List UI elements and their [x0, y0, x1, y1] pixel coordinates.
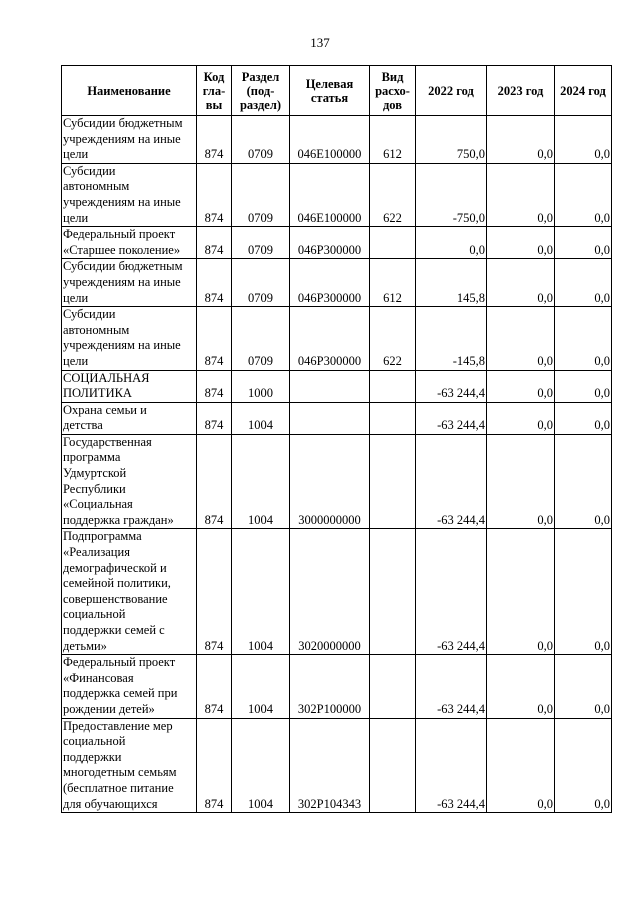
table-row — [62, 116, 612, 164]
row-code: 874 — [197, 259, 232, 307]
row-name: СОЦИАЛЬНАЯ ПОЛИТИКА — [62, 370, 197, 402]
row-name: Субсидии бюджетным учреждениям на иные цели — [62, 116, 197, 164]
row-code: 874 — [197, 529, 232, 655]
row-2022: -63 244,4 — [416, 402, 487, 434]
row-type: 612 — [370, 116, 416, 164]
row-section: 0709 — [232, 163, 290, 226]
row-2022: -63 244,4 — [416, 655, 487, 718]
row-target: 3020000000 — [290, 529, 370, 655]
row-type — [370, 227, 416, 259]
row-2023: 0,0 — [487, 529, 555, 655]
row-target — [290, 370, 370, 402]
row-code: 874 — [197, 163, 232, 226]
column-header-2023: 2023 год — [487, 66, 555, 116]
row-type — [370, 434, 416, 529]
row-2024: 0,0 — [555, 163, 612, 226]
row-2024: 0,0 — [555, 307, 612, 370]
row-2022: -63 244,4 — [416, 370, 487, 402]
table-row — [62, 718, 612, 813]
row-target: 3000000000 — [290, 434, 370, 529]
table-row — [62, 370, 612, 402]
row-2022: -63 244,4 — [416, 434, 487, 529]
table-row — [62, 227, 612, 259]
row-2024: 0,0 — [555, 116, 612, 164]
row-code: 874 — [197, 402, 232, 434]
row-2023: 0,0 — [487, 718, 555, 813]
row-2024: 0,0 — [555, 655, 612, 718]
row-2022: 145,8 — [416, 259, 487, 307]
row-type: 612 — [370, 259, 416, 307]
row-code: 874 — [197, 655, 232, 718]
row-name: Субсидии бюджетным учреждениям на иные цели — [62, 259, 197, 307]
row-2023: 0,0 — [487, 370, 555, 402]
row-section: 1000 — [232, 370, 290, 402]
row-type — [370, 529, 416, 655]
column-header-section: Раздел (под- раздел) — [232, 66, 290, 116]
column-header-2022: 2022 год — [416, 66, 487, 116]
row-2023: 0,0 — [487, 655, 555, 718]
row-target — [290, 402, 370, 434]
row-2024: 0,0 — [555, 402, 612, 434]
row-type — [370, 370, 416, 402]
row-2023: 0,0 — [487, 307, 555, 370]
row-2023: 0,0 — [487, 227, 555, 259]
column-header-code: Код гла- вы — [197, 66, 232, 116]
row-section: 0709 — [232, 307, 290, 370]
row-name: Субсидии автономным учреждениям на иные цели — [62, 307, 197, 370]
row-section: 1004 — [232, 529, 290, 655]
row-section: 0709 — [232, 116, 290, 164]
row-target: 046E100000 — [290, 163, 370, 226]
column-header-type: Вид расхо- дов — [370, 66, 416, 116]
row-name: Подпрограмма «Реализация демографической и семейной политики, совершенствование социальной поддержки семей с детьми» — [62, 529, 197, 655]
row-code: 874 — [197, 434, 232, 529]
table-row — [62, 434, 612, 529]
column-header-name: Наименование — [62, 66, 197, 116]
row-target: 046P300000 — [290, 307, 370, 370]
table-row — [62, 259, 612, 307]
row-2024: 0,0 — [555, 259, 612, 307]
row-2022: 0,0 — [416, 227, 487, 259]
row-target: 046P300000 — [290, 259, 370, 307]
table-header-row — [62, 66, 612, 116]
table-row — [62, 307, 612, 370]
row-section: 1004 — [232, 718, 290, 813]
table-row — [62, 163, 612, 226]
row-target: 302P100000 — [290, 655, 370, 718]
row-2023: 0,0 — [487, 259, 555, 307]
row-2024: 0,0 — [555, 529, 612, 655]
row-name: Предоставление мер социальной поддержки многодетным семьям (бесплатное питание для обучающихся — [62, 718, 197, 813]
row-section: 0709 — [232, 259, 290, 307]
row-2022: -145,8 — [416, 307, 487, 370]
row-section: 1004 — [232, 434, 290, 529]
row-code: 874 — [197, 307, 232, 370]
row-name: Федеральный проект «Финансовая поддержка семей при рождении детей» — [62, 655, 197, 718]
page-number: 137 — [310, 35, 330, 50]
row-section: 1004 — [232, 402, 290, 434]
row-code: 874 — [197, 116, 232, 164]
column-header-2024: 2024 год — [555, 66, 612, 116]
row-2023: 0,0 — [487, 434, 555, 529]
budget-table — [61, 65, 612, 813]
row-target: 046E100000 — [290, 116, 370, 164]
row-2022: -63 244,4 — [416, 529, 487, 655]
row-2024: 0,0 — [555, 370, 612, 402]
row-2022: 750,0 — [416, 116, 487, 164]
row-2022: -750,0 — [416, 163, 487, 226]
row-2023: 0,0 — [487, 116, 555, 164]
row-2023: 0,0 — [487, 402, 555, 434]
row-target: 046P300000 — [290, 227, 370, 259]
row-target: 302P104343 — [290, 718, 370, 813]
column-header-target: Целевая статья — [290, 66, 370, 116]
row-type: 622 — [370, 163, 416, 226]
row-code: 874 — [197, 718, 232, 813]
table-row — [62, 655, 612, 718]
row-2024: 0,0 — [555, 434, 612, 529]
row-2022: -63 244,4 — [416, 718, 487, 813]
row-section: 0709 — [232, 227, 290, 259]
row-type — [370, 655, 416, 718]
row-2024: 0,0 — [555, 227, 612, 259]
row-code: 874 — [197, 370, 232, 402]
table-row — [62, 402, 612, 434]
row-name: Государственная программа Удмуртской Республики «Социальная поддержка граждан» — [62, 434, 197, 529]
row-type — [370, 718, 416, 813]
row-2024: 0,0 — [555, 718, 612, 813]
row-section: 1004 — [232, 655, 290, 718]
table-row — [62, 529, 612, 655]
row-name: Охрана семьи и детства — [62, 402, 197, 434]
row-2023: 0,0 — [487, 163, 555, 226]
row-type: 622 — [370, 307, 416, 370]
row-name: Субсидии автономным учреждениям на иные цели — [62, 163, 197, 226]
row-code: 874 — [197, 227, 232, 259]
row-name: Федеральный проект «Старшее поколение» — [62, 227, 197, 259]
row-type — [370, 402, 416, 434]
